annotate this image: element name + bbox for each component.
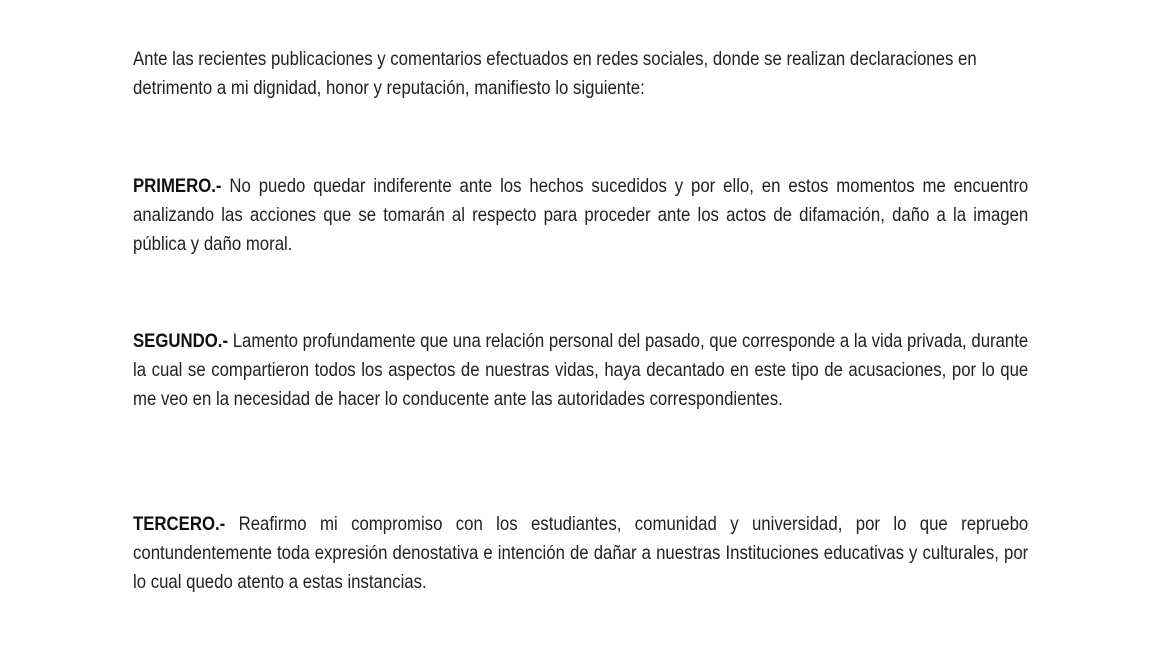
- paragraph-text: No puedo quedar indiferente ante los hechos sucedidos y por ello, en estos momentos me encuentro analizando las acciones que se tomarán al respecto para proceder ante los actos de difamación, daño a la imagen pública y daño moral.: [133, 175, 1029, 255]
- intro-paragraph: Ante las recientes publicaciones y comentarios efectuados en redes sociales, donde se realizan declaraciones en detrimento a mi dignidad, honor y reputación, manifiesto lo siguiente:: [133, 48, 977, 99]
- paragraph-label: PRIMERO.-: [133, 175, 222, 197]
- paragraph-tercero: [133, 510, 1028, 597]
- paragraph-label: SEGUNDO.-: [133, 330, 229, 352]
- paragraph-primero: [133, 172, 1028, 259]
- paragraph-text: Lamento profundamente que una relación personal del pasado, que corresponde a la vida privada, durante la cual se compartieron todos los aspectos de nuestras vidas, haya decantado en este tipo de acusaciones, por lo que me veo en la necesidad de hacer lo conducente ante las autoridades correspondientes.: [133, 330, 1029, 410]
- paragraph-text: Reafirmo mi compromiso con los estudiantes, comunidad y universidad, por lo que repruebo contundentemente toda expresión denostativa e intención de dañar a nuestras Instituciones educativas y culturales, por lo cual quedo atento a estas instancias.: [133, 513, 1029, 593]
- paragraph-segundo: [133, 327, 1028, 414]
- paragraph-label: TERCERO.-: [133, 513, 226, 535]
